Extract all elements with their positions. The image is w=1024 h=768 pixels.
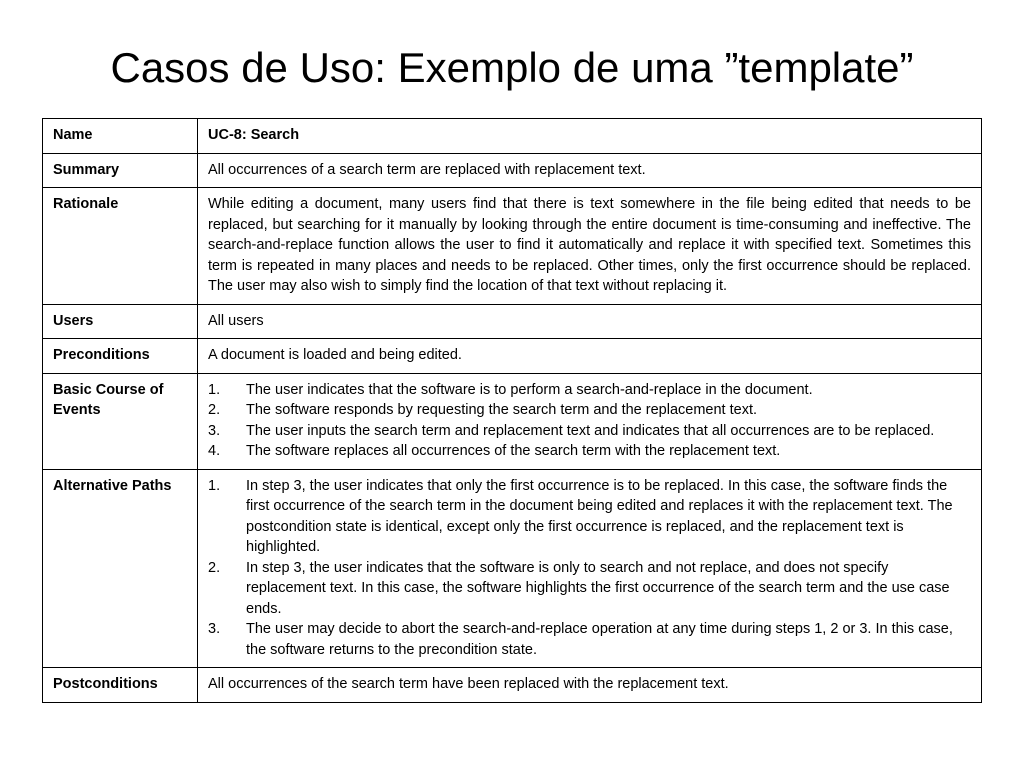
step-number: 3.	[208, 422, 221, 439]
step-text: In step 3, the user indicates that the software is only to search and not replace, and does not specify replacement text. In this case, the software highlights the first occurrence of the search term and the use case ends.	[246, 559, 950, 617]
alternative-paths-steps	[208, 476, 971, 661]
step-text: The user may decide to abort the search-and-replace operation at any time during steps 1, 2 or 3. In this case, the software returns to the precondition state.	[246, 621, 953, 658]
row-value-alternative-paths	[198, 469, 982, 668]
row-label-users: Users	[43, 304, 198, 339]
row-postconditions	[43, 668, 982, 703]
use-case-table	[42, 118, 982, 703]
row-name	[43, 119, 982, 154]
step-number: 3.	[208, 621, 221, 637]
row-value-postconditions: All occurrences of the search term have been replaced with the replacement text.	[198, 668, 982, 703]
row-label-alternative-paths: Alternative Paths	[43, 469, 198, 668]
row-label-summary: Summary	[43, 153, 198, 188]
row-basic-course	[43, 373, 982, 469]
step-number: 1.	[208, 477, 221, 494]
list-item	[208, 476, 971, 558]
step-number: 2.	[208, 402, 221, 418]
row-value-preconditions: A document is loaded and being edited.	[198, 339, 982, 374]
list-item	[208, 558, 971, 620]
list-item	[208, 421, 971, 442]
row-summary	[43, 153, 982, 188]
row-rationale	[43, 188, 982, 305]
row-value-users: All users	[198, 304, 982, 339]
list-item	[208, 619, 971, 660]
step-text: In step 3, the user indicates that only the first occurrence is to be replaced. In this case, the software finds the first occurrence of the search term in the document being edited and replaces it with the replacement text. The postcondition state is identical, except only the first occurrence is replaced, and the replacement text is highlighted.	[246, 477, 953, 555]
row-users	[43, 304, 982, 339]
row-value-basic-course	[198, 373, 982, 469]
row-label-name: Name	[43, 119, 198, 154]
row-alternative-paths	[43, 469, 982, 668]
list-item	[208, 441, 971, 462]
step-text: The user inputs the search term and replacement text and indicates that all occurrences are to be replaced.	[246, 422, 935, 439]
row-label-basic-course: Basic Course of Events	[43, 373, 198, 469]
list-item	[208, 380, 971, 401]
row-value-summary: All occurrences of a search term are replaced with replacement text.	[198, 153, 982, 188]
row-preconditions	[43, 339, 982, 374]
step-text: The software responds by requesting the search term and the replacement text.	[246, 402, 757, 418]
row-label-postconditions: Postconditions	[43, 668, 198, 703]
step-number: 4.	[208, 443, 221, 459]
row-label-rationale: Rationale	[43, 188, 198, 305]
slide-title: Casos de Uso: Exemplo de uma ”template”	[110, 44, 914, 91]
step-number: 2.	[208, 559, 221, 576]
step-text: The software replaces all occurrences of the search term with the replacement text.	[246, 443, 781, 459]
step-text: The user indicates that the software is to perform a search-and-replace in the document.	[246, 381, 813, 398]
basic-course-steps	[208, 380, 971, 462]
row-value-name: UC-8: Search	[198, 119, 982, 154]
row-value-rationale: While editing a document, many users find that there is text somewhere in the file being edited that needs to be replaced, but searching for it manually by looking through the entire document is time-consuming and ineffective. The search-and-replace function allows the user to find it automatically and replace it with specified text. Sometimes this term is repeated in many places and needs to be replaced. Other times, only the first occurrence should be replaced. The user may also wish to simply find the location of that text without replacing it.	[198, 188, 982, 305]
step-number: 1.	[208, 381, 221, 398]
row-label-preconditions: Preconditions	[43, 339, 198, 374]
list-item	[208, 400, 971, 421]
